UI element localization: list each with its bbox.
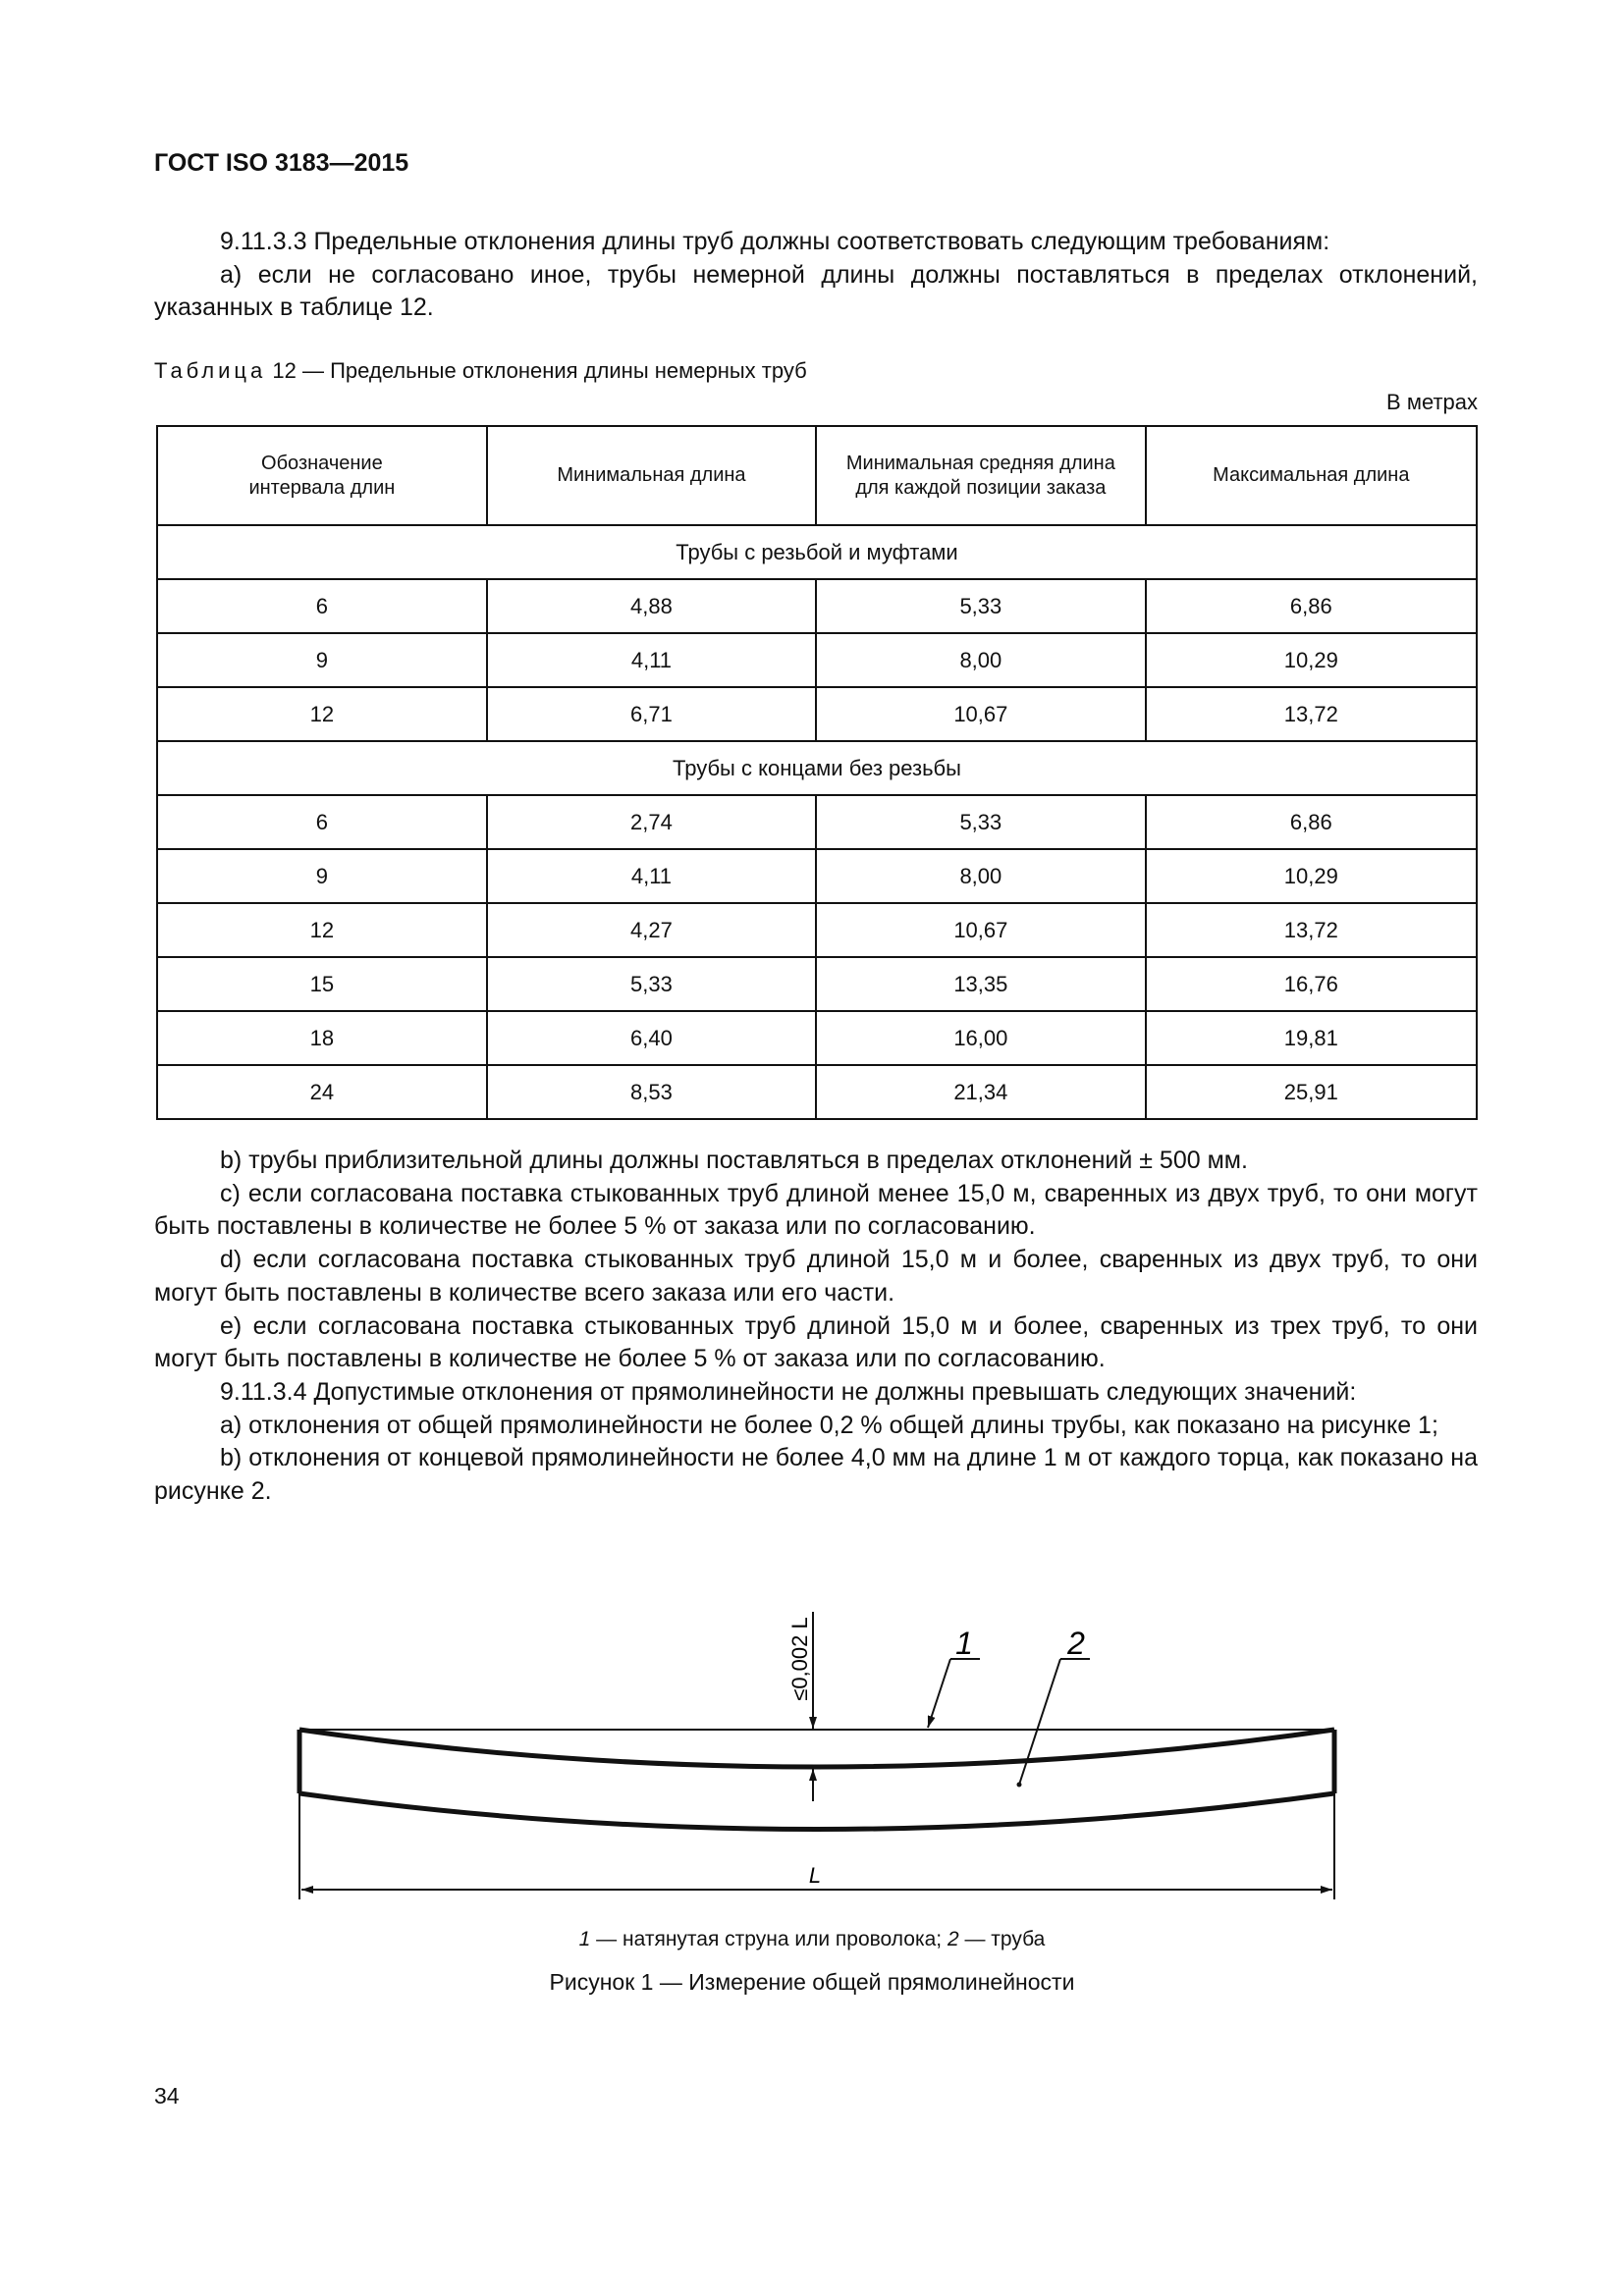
paragraph: c) если согласована поставка стыкованных труб длиной менее 15,0 м, сваренных из двух труб, то они могут быть поставлены в количестве не более 5 % от заказа или по согласованию. (154, 1179, 1478, 1241)
table-cell: 8,00 (816, 849, 1145, 903)
table-cell: 5,33 (816, 579, 1145, 633)
table-cell: 18 (157, 1011, 487, 1065)
table-cell: 10,67 (816, 687, 1145, 741)
table-cell: 19,81 (1146, 1011, 1477, 1065)
table-cell: 6,40 (487, 1011, 816, 1065)
table-cell: 12 (157, 687, 487, 741)
table-units: В метрах (1386, 390, 1478, 414)
length-label: L (808, 1863, 822, 1888)
figure-legend (0, 1928, 1624, 1951)
table-cell: 16,76 (1146, 957, 1477, 1011)
table-cell: 13,72 (1146, 903, 1477, 957)
caption-text: 12 — Предельные отклонения длины немерных труб (272, 358, 807, 383)
column-header: Минимальная длина (487, 426, 816, 525)
column-header: Обозначение интервала длин (157, 426, 487, 525)
figure-title: Рисунок 1 — Измерение общей прямолинейности (549, 1969, 1075, 1995)
paragraph: d) если согласована поставка стыкованных труб длиной 15,0 м и более, сваренных из двух труб, то они могут быть поставлены в количестве всего заказа или его части. (154, 1246, 1478, 1307)
paragraph: 9.11.3.3 Предельные отклонения длины труб должны соответствовать следующим требованиям: (220, 228, 1330, 255)
paragraph: b) трубы приблизительной длины должны поставляться в пределах отклонений ± 500 мм. (220, 1147, 1248, 1174)
table-cell: 10,67 (816, 903, 1145, 957)
leader-line-2 (1019, 1659, 1090, 1785)
table-cell: 4,27 (487, 903, 816, 957)
table-cell: 6,86 (1146, 795, 1477, 849)
table-cell: 15 (157, 957, 487, 1011)
pipe-shape (299, 1730, 1334, 1830)
section-title: Трубы с резьбой и муфтами (157, 525, 1477, 579)
table-cell: 6 (157, 795, 487, 849)
table-cell: 13,72 (1146, 687, 1477, 741)
paragraph: b) отклонения от концевой прямолинейности не более 4,0 мм на длине 1 м от каждого торца, как показано на рисунке 2. (154, 1444, 1478, 1506)
table-cell: 16,00 (816, 1011, 1145, 1065)
table-cell: 6,71 (487, 687, 816, 741)
table-cell: 9 (157, 633, 487, 687)
deflection-label: ≤0,002 L (787, 1617, 812, 1701)
table-cell: 6 (157, 579, 487, 633)
table-cell: 5,33 (487, 957, 816, 1011)
leader-line-1 (928, 1659, 980, 1728)
paragraph: a) отклонения от общей прямолинейности не более 0,2 % общей длины трубы, как показано на рисунке 1; (220, 1411, 1438, 1439)
label-1: 1 (955, 1626, 973, 1661)
paragraph: a) если не согласовано иное, трубы немерной длины должны поставляться в пределах отклонений, указанных в таблице 12. (154, 260, 1478, 322)
table-cell: 4,11 (487, 849, 816, 903)
table-cell: 2,74 (487, 795, 816, 849)
table-cell: 10,29 (1146, 633, 1477, 687)
table-cell: 6,86 (1146, 579, 1477, 633)
table-cell: 25,91 (1146, 1065, 1477, 1119)
legend-text: — труба (958, 1928, 1046, 1950)
document-id: ГОСТ ISO 3183—2015 (154, 149, 409, 177)
table-cell: 13,35 (816, 957, 1145, 1011)
column-header: Максимальная длина (1146, 426, 1477, 525)
caption-prefix: Таблица (154, 358, 267, 383)
paragraph: 9.11.3.4 Допустимые отклонения от прямолинейности не должны превышать следующих значений: (220, 1377, 1357, 1406)
label-2: 2 (1067, 1626, 1085, 1661)
legend-num: 1 (578, 1928, 591, 1950)
legend-num: 2 (947, 1928, 959, 1950)
table-cell: 12 (157, 903, 487, 957)
paragraph: e) если согласована поставка стыкованных труб длиной 15,0 м и более, сваренных из трех труб, то они могут быть поставлены в количестве не более 5 % от заказа или по согласованию. (154, 1311, 1478, 1373)
table-cell: 4,11 (487, 633, 816, 687)
table-cell: 5,33 (816, 795, 1145, 849)
table-cell: 9 (157, 849, 487, 903)
table-cell: 4,88 (487, 579, 816, 633)
table-cell: 21,34 (816, 1065, 1145, 1119)
pipe-point-marker (1017, 1783, 1022, 1788)
column-header: Минимальная средняя длина для каждой позиции заказа (816, 426, 1145, 525)
table-cell: 24 (157, 1065, 487, 1119)
legend-text: — натянутая струна или проволока; (590, 1928, 947, 1950)
section-title: Трубы с концами без резьбы (157, 741, 1477, 795)
table-cell: 10,29 (1146, 849, 1477, 903)
page-number: 34 (154, 2083, 180, 2109)
table-cell: 8,00 (816, 633, 1145, 687)
table-cell: 8,53 (487, 1065, 816, 1119)
